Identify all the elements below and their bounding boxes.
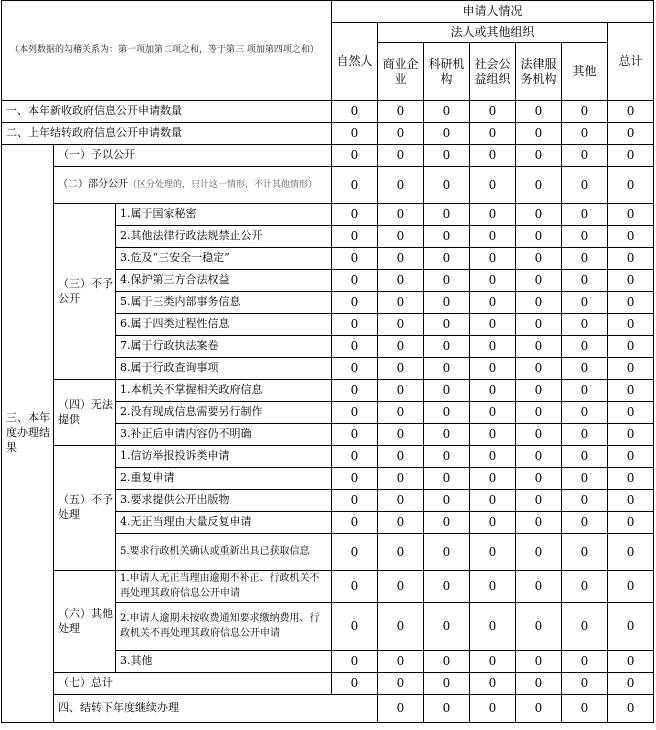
cell-value: 0	[424, 101, 470, 123]
group-7-label: （七）总计	[54, 673, 332, 695]
item-label: 2.没有现成信息需要另行制作	[116, 402, 332, 424]
cell-value: 0	[378, 145, 424, 167]
header-note: （本列数据的勾稽关系为：第一项加第二项之和，等于第三 项加第四项之和）	[2, 1, 332, 101]
cell-value: 0	[470, 402, 516, 424]
item-label: 5.要求行政机关确认或重新出具已获取信息	[116, 534, 332, 571]
cell-value: 0	[332, 490, 378, 512]
cell-value: 0	[378, 651, 424, 673]
cell-value: 0	[516, 336, 562, 358]
cell-value: 0	[424, 402, 470, 424]
item-label: 8.属于行政查询事项	[116, 358, 332, 380]
cell-value: 0	[608, 336, 654, 358]
col-other: 其他	[562, 43, 608, 101]
cell-value: 0	[608, 123, 654, 145]
cell-value: 0	[608, 292, 654, 314]
cell-value: 0	[562, 446, 608, 468]
cell-value: 0	[562, 204, 608, 226]
cell-value: 0	[378, 673, 424, 695]
cell-value: 0	[562, 424, 608, 446]
section-3-label: 三、本年度办理结果	[2, 145, 54, 723]
item-label: 3.要求提供公开出版物	[116, 490, 332, 512]
cell-value: 0	[608, 512, 654, 534]
cell-value: 0	[516, 380, 562, 402]
cell-value: 0	[516, 226, 562, 248]
cell-value: 0	[516, 145, 562, 167]
cell-value: 0	[516, 123, 562, 145]
cell-value: 0	[516, 446, 562, 468]
cell-value: 0	[378, 204, 424, 226]
cell-value: 0	[378, 512, 424, 534]
cell-value: 0	[424, 314, 470, 336]
cell-value: 0	[378, 123, 424, 145]
cell-value: 0	[470, 534, 516, 571]
cell-value: 0	[424, 380, 470, 402]
cell-value: 0	[378, 270, 424, 292]
cell-value: 0	[608, 270, 654, 292]
cell-value: 0	[562, 145, 608, 167]
cell-value: 0	[516, 695, 562, 723]
group-2-label	[54, 167, 332, 204]
cell-value: 0	[378, 534, 424, 571]
cell-value: 0	[608, 248, 654, 270]
cell-value: 0	[470, 226, 516, 248]
cell-value: 0	[516, 248, 562, 270]
col-public-welfare: 社会公益组织	[470, 43, 516, 101]
item-label: 4.无正当理由大量反复申请	[116, 512, 332, 534]
item-label: 4.保护第三方合法权益	[116, 270, 332, 292]
cell-value: 0	[332, 270, 378, 292]
cell-value: 0	[378, 571, 424, 603]
cell-value: 0	[332, 534, 378, 571]
cell-value: 0	[470, 123, 516, 145]
cell-value: 0	[608, 358, 654, 380]
row-label: 二、上年结转政府信息公开申请数量	[2, 123, 332, 145]
cell-value: 0	[608, 695, 654, 723]
cell-value: 0	[424, 651, 470, 673]
cell-value: 0	[608, 673, 654, 695]
cell-value: 0	[562, 270, 608, 292]
row-label: 四、结转下年度继续办理	[54, 695, 378, 723]
col-legal-service: 法律服务机构	[516, 43, 562, 101]
cell-value: 0	[562, 292, 608, 314]
table-row	[2, 446, 654, 468]
cell-value: 0	[470, 490, 516, 512]
cell-value: 0	[470, 145, 516, 167]
cell-value: 0	[332, 314, 378, 336]
table-row	[2, 167, 654, 204]
group-6-label: （六）其他处理	[54, 571, 116, 673]
item-label: 5.属于三类内部事务信息	[116, 292, 332, 314]
cell-value: 0	[608, 204, 654, 226]
item-label: 6.属于四类过程性信息	[116, 314, 332, 336]
cell-value: 0	[470, 248, 516, 270]
cell-value: 0	[470, 292, 516, 314]
cell-value: 0	[332, 380, 378, 402]
cell-value: 0	[562, 651, 608, 673]
cell-value: 0	[378, 314, 424, 336]
cell-value: 0	[516, 314, 562, 336]
cell-value: 0	[332, 204, 378, 226]
cell-value: 0	[424, 571, 470, 603]
row-label: 一、本年新收政府信息公开申请数量	[2, 101, 332, 123]
cell-value: 0	[424, 336, 470, 358]
cell-value: 0	[470, 380, 516, 402]
cell-value: 0	[562, 490, 608, 512]
cell-value: 0	[332, 292, 378, 314]
group-2-note: （区分处理的，只计这一情形，不计其他情形）	[128, 179, 318, 190]
cell-value: 0	[378, 380, 424, 402]
cell-value: 0	[424, 446, 470, 468]
cell-value: 0	[470, 468, 516, 490]
item-label: 1.本机关不掌握相关政府信息	[116, 380, 332, 402]
cell-value: 0	[516, 534, 562, 571]
item-label: 7.属于行政执法案卷	[116, 336, 332, 358]
cell-value: 0	[332, 101, 378, 123]
cell-value: 0	[516, 101, 562, 123]
col-research: 科研机构	[424, 43, 470, 101]
cell-value: 0	[424, 695, 470, 723]
cell-value: 0	[424, 123, 470, 145]
cell-value: 0	[332, 673, 378, 695]
item-label: 1.信访举报投诉类申请	[116, 446, 332, 468]
item-label: 2.申请人逾期未按收费通知要求缴纳费用、行政机关不再处理其政府信息公开申请	[116, 603, 332, 651]
item-label: 1.申请人无正当理由逾期不补正、行政机关不再处理其政府信息公开申请	[116, 571, 332, 603]
cell-value: 0	[424, 226, 470, 248]
group-2-title: （二）部分公开	[58, 178, 128, 190]
table-row	[2, 101, 654, 123]
cell-value: 0	[608, 167, 654, 204]
cell-value: 0	[562, 123, 608, 145]
cell-value: 0	[470, 204, 516, 226]
cell-value: 0	[332, 468, 378, 490]
cell-value: 0	[470, 446, 516, 468]
table-row	[2, 571, 654, 603]
cell-value: 0	[378, 248, 424, 270]
cell-value: 0	[562, 380, 608, 402]
legal-group-header: 法人或其他组织	[378, 23, 608, 43]
cell-value: 0	[424, 468, 470, 490]
cell-value: 0	[608, 603, 654, 651]
cell-value: 0	[516, 204, 562, 226]
table-row	[2, 123, 654, 145]
cell-value: 0	[608, 651, 654, 673]
cell-value: 0	[516, 571, 562, 603]
cell-value: 0	[424, 358, 470, 380]
group-4-label: （四）无法提供	[54, 380, 116, 446]
cell-value: 0	[516, 424, 562, 446]
cell-value: 0	[516, 270, 562, 292]
cell-value: 0	[470, 603, 516, 651]
cell-value: 0	[332, 446, 378, 468]
cell-value: 0	[424, 424, 470, 446]
cell-value: 0	[378, 424, 424, 446]
cell-value: 0	[332, 336, 378, 358]
cell-value: 0	[424, 145, 470, 167]
cell-value: 0	[562, 226, 608, 248]
cell-value: 0	[424, 270, 470, 292]
cell-value: 0	[470, 695, 516, 723]
cell-value: 0	[516, 167, 562, 204]
cell-value: 0	[470, 571, 516, 603]
cell-value: 0	[332, 402, 378, 424]
cell-value: 0	[608, 468, 654, 490]
cell-value: 0	[424, 534, 470, 571]
table-row	[2, 204, 654, 226]
cell-value: 0	[516, 512, 562, 534]
table-row	[2, 380, 654, 402]
cell-value: 0	[332, 512, 378, 534]
cell-value: 0	[608, 402, 654, 424]
cell-value: 0	[516, 603, 562, 651]
group-3-label: （三）不予公开	[54, 204, 116, 380]
item-label: 2.重复申请	[116, 468, 332, 490]
cell-value: 0	[470, 101, 516, 123]
cell-value: 0	[608, 380, 654, 402]
applicant-status-header: 申请人情况	[332, 1, 654, 23]
cell-value: 0	[608, 571, 654, 603]
cell-value: 0	[378, 336, 424, 358]
cell-value: 0	[332, 167, 378, 204]
cell-value: 0	[332, 248, 378, 270]
cell-value: 0	[424, 490, 470, 512]
cell-value: 0	[378, 446, 424, 468]
cell-value: 0	[332, 123, 378, 145]
cell-value: 0	[470, 314, 516, 336]
cell-value: 0	[378, 358, 424, 380]
cell-value: 0	[470, 651, 516, 673]
cell-value: 0	[424, 603, 470, 651]
cell-value: 0	[470, 336, 516, 358]
cell-value: 0	[470, 270, 516, 292]
cell-value: 0	[608, 145, 654, 167]
cell-value: 0	[516, 468, 562, 490]
cell-value: 0	[378, 603, 424, 651]
group-5-label: （五）不予处理	[54, 446, 116, 571]
cell-value: 0	[562, 336, 608, 358]
cell-value: 0	[332, 651, 378, 673]
item-label: 2.其他法律行政法规禁止公开	[116, 226, 332, 248]
cell-value: 0	[562, 468, 608, 490]
cell-value: 0	[332, 571, 378, 603]
table-row	[2, 695, 654, 723]
cell-value: 0	[424, 204, 470, 226]
cell-value: 0	[332, 358, 378, 380]
cell-value: 0	[470, 673, 516, 695]
cell-value: 0	[424, 292, 470, 314]
cell-value: 0	[516, 673, 562, 695]
col-natural-person: 自然人	[332, 23, 378, 101]
cell-value: 0	[608, 424, 654, 446]
cell-value: 0	[378, 695, 424, 723]
cell-value: 0	[562, 695, 608, 723]
cell-value: 0	[378, 402, 424, 424]
cell-value: 0	[332, 145, 378, 167]
cell-value: 0	[562, 534, 608, 571]
cell-value: 0	[608, 226, 654, 248]
cell-value: 0	[470, 512, 516, 534]
cell-value: 0	[516, 358, 562, 380]
cell-value: 0	[516, 490, 562, 512]
cell-value: 0	[562, 603, 608, 651]
cell-value: 0	[470, 167, 516, 204]
cell-value: 0	[608, 101, 654, 123]
item-label: 3.危及“三安全一稳定”	[116, 248, 332, 270]
col-business: 商业企业	[378, 43, 424, 101]
cell-value: 0	[378, 490, 424, 512]
item-label: 3.补正后申请内容仍不明确	[116, 424, 332, 446]
cell-value: 0	[378, 167, 424, 204]
cell-value: 0	[516, 651, 562, 673]
cell-value: 0	[562, 673, 608, 695]
cell-value: 0	[424, 248, 470, 270]
cell-value: 0	[378, 226, 424, 248]
cell-value: 0	[562, 402, 608, 424]
item-label: 3.其他	[116, 651, 332, 673]
item-label: 1.属于国家秘密	[116, 204, 332, 226]
cell-value: 0	[424, 167, 470, 204]
cell-value: 0	[424, 673, 470, 695]
table-row	[2, 673, 654, 695]
cell-value: 0	[516, 292, 562, 314]
cell-value: 0	[562, 512, 608, 534]
cell-value: 0	[332, 603, 378, 651]
cell-value: 0	[562, 358, 608, 380]
cell-value: 0	[470, 424, 516, 446]
cell-value: 0	[378, 101, 424, 123]
cell-value: 0	[332, 424, 378, 446]
group-1-label: （一）予以公开	[54, 145, 332, 167]
cell-value: 0	[516, 402, 562, 424]
cell-value: 0	[332, 226, 378, 248]
gov-info-disclosure-table	[1, 0, 654, 723]
cell-value: 0	[562, 167, 608, 204]
cell-value: 0	[608, 446, 654, 468]
cell-value: 0	[562, 571, 608, 603]
cell-value: 0	[608, 314, 654, 336]
cell-value: 0	[608, 534, 654, 571]
cell-value: 0	[608, 490, 654, 512]
cell-value: 0	[562, 248, 608, 270]
cell-value: 0	[562, 314, 608, 336]
cell-value: 0	[378, 468, 424, 490]
col-total: 总计	[608, 23, 654, 101]
cell-value: 0	[470, 358, 516, 380]
cell-value: 0	[378, 292, 424, 314]
cell-value: 0	[562, 101, 608, 123]
table-row	[2, 145, 654, 167]
cell-value: 0	[424, 512, 470, 534]
